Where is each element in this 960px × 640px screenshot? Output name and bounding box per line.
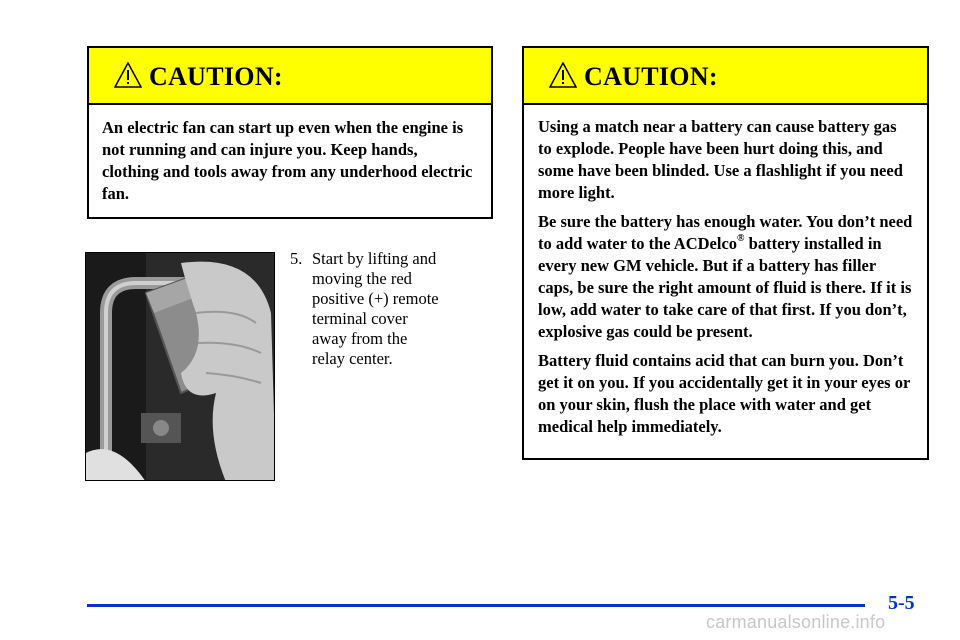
warning-triangle-icon — [114, 62, 142, 88]
caution-paragraph-water — [538, 211, 913, 343]
caution-title: CAUTION: — [149, 62, 283, 91]
water-text-end: battery installed in every new GM vehicle. But if a battery has filler caps, be sure the right amount of fluid is there. If it is low, add water to take care of that first. If you don’t, explosive gas could be present. — [538, 234, 912, 341]
step-5 — [290, 249, 490, 369]
caution-box-battery — [522, 46, 929, 460]
step-line: away from the — [312, 329, 408, 348]
terminal-cover-photo — [85, 252, 275, 481]
step-line: relay center. — [312, 349, 393, 368]
caution-box-fan — [87, 46, 493, 219]
caution-title: CAUTION: — [584, 62, 718, 91]
water-text-start: Be sure the battery has enough water. You don’t need to add water to the ACDelco — [538, 212, 913, 253]
caution-header — [89, 48, 491, 105]
step-line: Start by lifting and — [312, 249, 437, 268]
footer-rule — [87, 604, 865, 607]
step-text — [312, 249, 490, 369]
caution-body — [524, 105, 927, 438]
registered-mark: ® — [737, 233, 745, 244]
photo-illustration — [86, 253, 275, 481]
caution-paragraph-match: Using a match near a battery can cause battery gas to explode. People have been hurt doing this, and some have been blinded. Use a flashlight if you need more light. — [538, 117, 903, 202]
step-number: 5. — [290, 249, 303, 268]
step-line: positive (+) remote — [312, 289, 439, 308]
page-number: 5-5 — [888, 592, 915, 614]
step-line: terminal cover — [312, 309, 408, 328]
warning-triangle-icon — [549, 62, 577, 88]
caution-paragraph-acid: Battery fluid contains acid that can burn you. Don’t get it on you. If you accidentally get it in your eyes or on your skin, flush the place with water and get medical help immediately. — [538, 351, 910, 436]
step-line: moving the red — [312, 269, 412, 288]
caution-header — [524, 48, 927, 105]
caution-body — [89, 105, 491, 205]
watermark-text[interactable]: carmanualsonline.info — [706, 612, 886, 632]
caution-text: An electric fan can start up even when the engine is not running and can injure you. Keep hands, clothing and tools away from any underhood electric fan. — [102, 118, 473, 203]
